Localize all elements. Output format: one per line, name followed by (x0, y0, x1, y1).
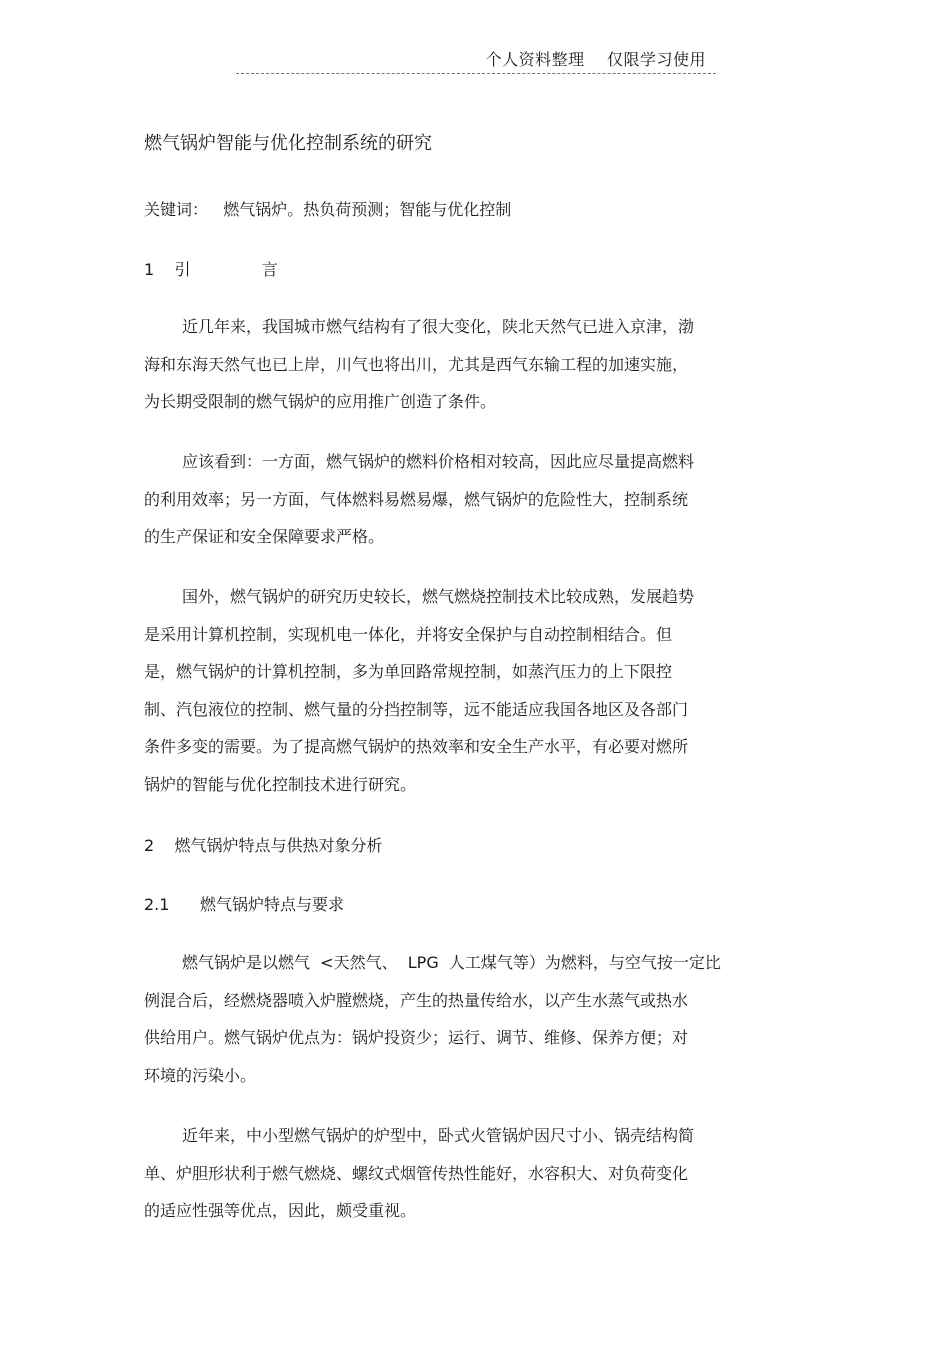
keywords-line: 关键词： 燃气锅炉。热负荷预测；智能与优化控制 (144, 200, 512, 219)
header-text: 个人资料整理 仅限学习使用 (485, 50, 706, 69)
paragraph-line: 的适应性强等优点，因此，颇受重视。 (144, 1201, 417, 1220)
paragraph-4 (144, 944, 784, 1094)
paragraph-3 (144, 578, 784, 803)
paragraph-line: 燃气锅炉是以燃气 <天然气、 LPG 人工煤气等）为燃料，与空气按一定比 (182, 953, 721, 972)
section-2-1-heading: 2.1 燃气锅炉特点与要求 (144, 895, 344, 914)
document-title: 燃气锅炉智能与优化控制系统的研究 (144, 133, 432, 154)
paragraph-line: 供给用户。燃气锅炉优点为：锅炉投资少；运行、调节、维修、保养方便；对 (144, 1028, 689, 1047)
paragraph-line: 的利用效率；另一方面，气体燃料易燃易爆，燃气锅炉的危险性大，控制系统 (144, 489, 689, 509)
paragraph-line: 是，燃气锅炉的计算机控制，多为单回路常规控制，如蒸汽压力的上下限控 (144, 662, 673, 681)
section-1-heading: 1 引 言 (144, 260, 278, 279)
paragraph-line: 单、炉胆形状利于燃气燃烧、螺纹式烟管传热性能好，水容积大、对负荷变化 (144, 1163, 689, 1183)
page-header (236, 47, 716, 74)
paragraph-line: 制、汽包液位的控制、燃气量的分挡控制等，远不能适应我国各地区及各部门 (144, 699, 689, 719)
paragraph-line: 例混合后，经燃烧器喷入炉膛燃烧，产生的热量传给水，以产生水蒸气或热水 (144, 990, 689, 1010)
paragraph-5 (144, 1117, 784, 1230)
paragraph-line: 海和东海天然气也已上岸，川气也将出川，尤其是西气东输工程的加速实施， (144, 354, 689, 374)
paragraph-line: 条件多变的需要。为了提高燃气锅炉的热效率和安全生产水平，有必要对燃所 (144, 737, 689, 756)
paragraph-line: 环境的污染小。 (144, 1065, 257, 1085)
paragraph-1 (144, 308, 784, 421)
paragraph-line: 国外，燃气锅炉的研究历史较长，燃气燃烧控制技术比较成熟，发展趋势 (182, 587, 695, 606)
paragraph-line: 锅炉的智能与优化控制技术进行研究。 (144, 774, 417, 794)
paragraph-line: 是采用计算机控制，实现机电一体化，并将安全保护与自动控制相结合。但 (144, 624, 673, 644)
paragraph-2 (144, 443, 784, 556)
paragraph-line: 近几年来，我国城市燃气结构有了很大变化，陕北天然气已进入京津，渤 (182, 317, 695, 336)
section-2-heading: 2 燃气锅炉特点与供热对象分析 (144, 836, 383, 855)
paragraph-line: 的生产保证和安全保障要求严格。 (144, 527, 385, 546)
paragraph-line: 为长期受限制的燃气锅炉的应用推广创造了条件。 (144, 392, 497, 411)
paragraph-line: 应该看到：一方面，燃气锅炉的燃料价格相对较高，因此应尽量提高燃料 (182, 452, 695, 471)
paragraph-line: 近年来，中小型燃气锅炉的炉型中，卧式火管锅炉因尺寸小、锅壳结构简 (182, 1126, 695, 1145)
